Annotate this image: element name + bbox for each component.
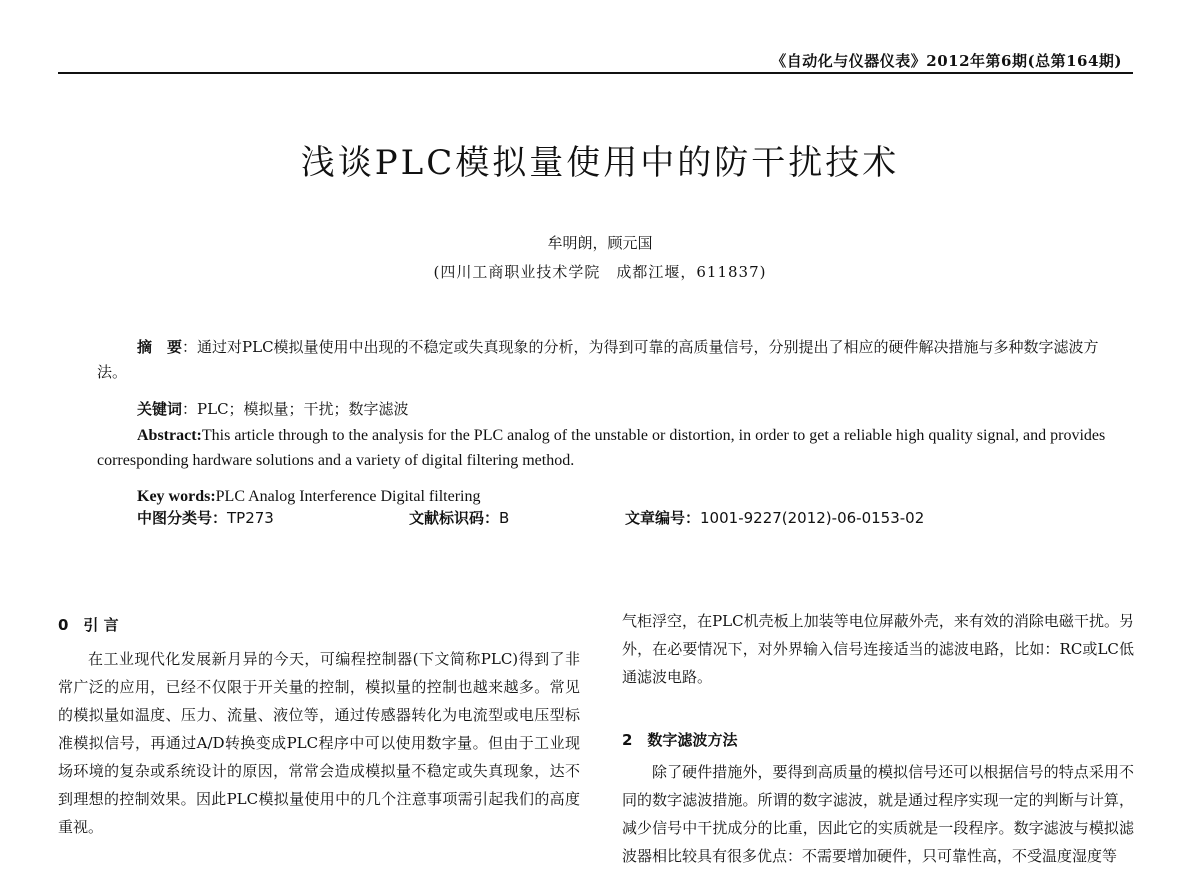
right-column-continuation [622, 607, 1134, 691]
keywords-english [97, 484, 1112, 509]
doc-code-value: B [499, 509, 510, 527]
section-2-body: 除了硬件措施外，要得到高质量的模拟信号还可以根据信号的特点采用不同的数字滤波措施。所谓的数字滤波，就是通过程序实现一定的判断与计算，减少信号中干扰成分的比重，因此它的实质就是一段程序。数字滤波与模拟滤波器相比较具有很多优点：不需要增加硬件，只可靠性高，不受温度湿度等 [622, 763, 1134, 865]
section-0-body: 在工业现代化发展新月异的今天，可编程控制器(下文简称PLC)得到了非常广泛的应用，已经不仅限于开关量的控制，模拟量的控制也越来越多。常见的模拟量如温度、压力、流量、液位等，通过传感器转化为电流型或电压型标准模拟信号，再通过A/D转换变成PLC程序中可以使用数字量。但由于工业现场环境的复杂或系统设计的原因，常常会造成模拟量不稳定或失真现象，达不到理想的控制效果。因此PLC模拟量使用中的几个注意事项需引起我们的高度重视。 [58, 650, 580, 836]
right-column-section-2 [622, 758, 1134, 870]
abstract-english [97, 423, 1112, 473]
abstract-en-label: Abstract: [137, 427, 202, 444]
section-1-continuation: 气柜浮空，在PLC机壳板上加装等电位屏蔽外壳，来有效的消除电磁干扰。另外，在必要情况下，对外界输入信号连接适当的滤波电路，比如：RC或LC低通滤波电路。 [622, 612, 1134, 686]
left-column [58, 645, 580, 841]
header-divider [58, 72, 1133, 74]
section-2-heading: 2 数字滤波方法 [622, 731, 738, 749]
doc-code-label: 文献标识码： [409, 509, 500, 527]
abstract-text: ：通过对PLC模拟量使用中出现的不稳定或失真现象的分析，为得到可靠的高质量信号，分别提出了相应的硬件解决措施与多种数字滤波方法。 [97, 338, 1099, 381]
paper-affiliation: (四川工商职业技术学院 成都江堰，611837) [433, 263, 767, 281]
paper-authors: 牟明朗，顾元国 [547, 234, 653, 252]
clc-value: TP273 [227, 509, 274, 527]
keywords-en-text: PLC Analog Interference Digital filtering [215, 488, 481, 505]
journal-header: 《自动化与仪器仪表》2012年第6期(总第164期) [771, 52, 1122, 70]
abstract-en-text: This article through to the analysis for the PLC analog of the unstable or distortion, in order to get a reliable high quality signal, and provides corresponding hardware solutions and a variety of digital filtering method. [97, 427, 1106, 469]
abstract-chinese [97, 335, 1112, 385]
article-number [625, 507, 924, 528]
clc-label: 中图分类号： [137, 509, 228, 527]
paper-title: 浅谈PLC模拟量使用中的防干扰技术 [300, 143, 900, 183]
article-number-value: 1001-9227(2012)-06-0153-02 [700, 509, 925, 527]
document-code [409, 507, 509, 528]
keywords-en-label: Key words: [137, 488, 216, 505]
article-number-label: 文章编号： [625, 509, 701, 527]
clc-number [137, 507, 274, 528]
keywords-text: ：PLC；模拟量；干扰；数字滤波 [182, 400, 409, 418]
abstract-label: 摘 要 [137, 338, 183, 356]
keywords-chinese [97, 397, 1112, 422]
section-0-heading: 0 引 言 [58, 616, 119, 634]
keywords-label: 关键词 [137, 400, 183, 418]
